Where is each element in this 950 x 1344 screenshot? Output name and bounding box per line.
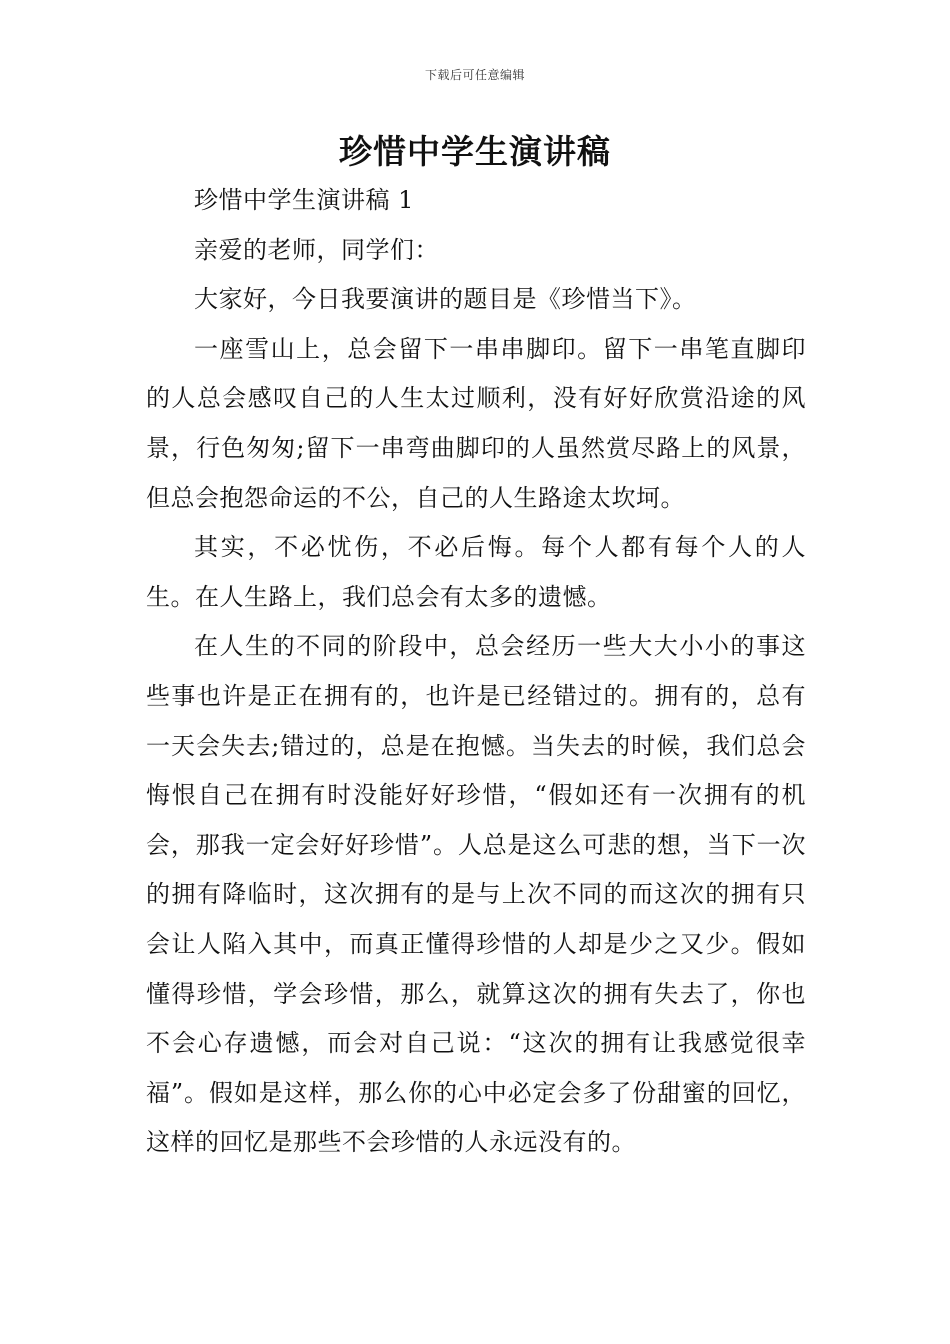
greeting-paragraph: 大家好，今日我要演讲的题目是《珍惜当下》。 xyxy=(194,285,697,314)
header-note: 下载后可任意编辑 xyxy=(424,68,525,82)
document-title: 珍惜中学生演讲稿 xyxy=(339,132,611,171)
salutation-paragraph: 亲爱的老师，同学们： xyxy=(194,235,439,264)
body-paragraph: 其实，不必忧伤，不必后悔。每个人都有每个人的人生。在人生路上，我们总会有太多的遗憾。 xyxy=(146,533,806,611)
body-paragraph: 一座雪山上，总会留下一串串脚印。留下一串笔直脚印的人总会感叹自己的人生太过顺利，没有好好欣赏沿途的风景，行色匆匆;留下一串弯曲脚印的人虽然赏尽路上的风景，但总会抱怨命运的不公，自己的人生路途太坎坷。 xyxy=(146,334,806,512)
subtitle-paragraph: 珍惜中学生演讲稿 1 xyxy=(194,186,414,214)
document-body xyxy=(146,176,806,1168)
body-paragraph: 在人生的不同的阶段中，总会经历一些大大小小的事这些事也许是正在拥有的，也许是已经错过的。拥有的，总有一天会失去;错过的，总是在抱憾。当失去的时候，我们总会悔恨自己在拥有时没能好好珍惜，“假如还有一次拥有的机会，那我一定会好好珍惜”。人总是这么可悲的想，当下一次的拥有降临时，这次拥有的是与上次不同的而这次的拥有只会让人陷入其中，而真正懂得珍惜的人却是少之又少。假如懂得珍惜，学会珍惜，那么，就算这次的拥有失去了，你也不会心存遗憾，而会对自己说：“这次的拥有让我感觉很幸福”。假如是这样，那么你的心中必定会多了份甜蜜的回忆，这样的回忆是那些不会珍惜的人永远没有的。 xyxy=(146,632,806,1157)
